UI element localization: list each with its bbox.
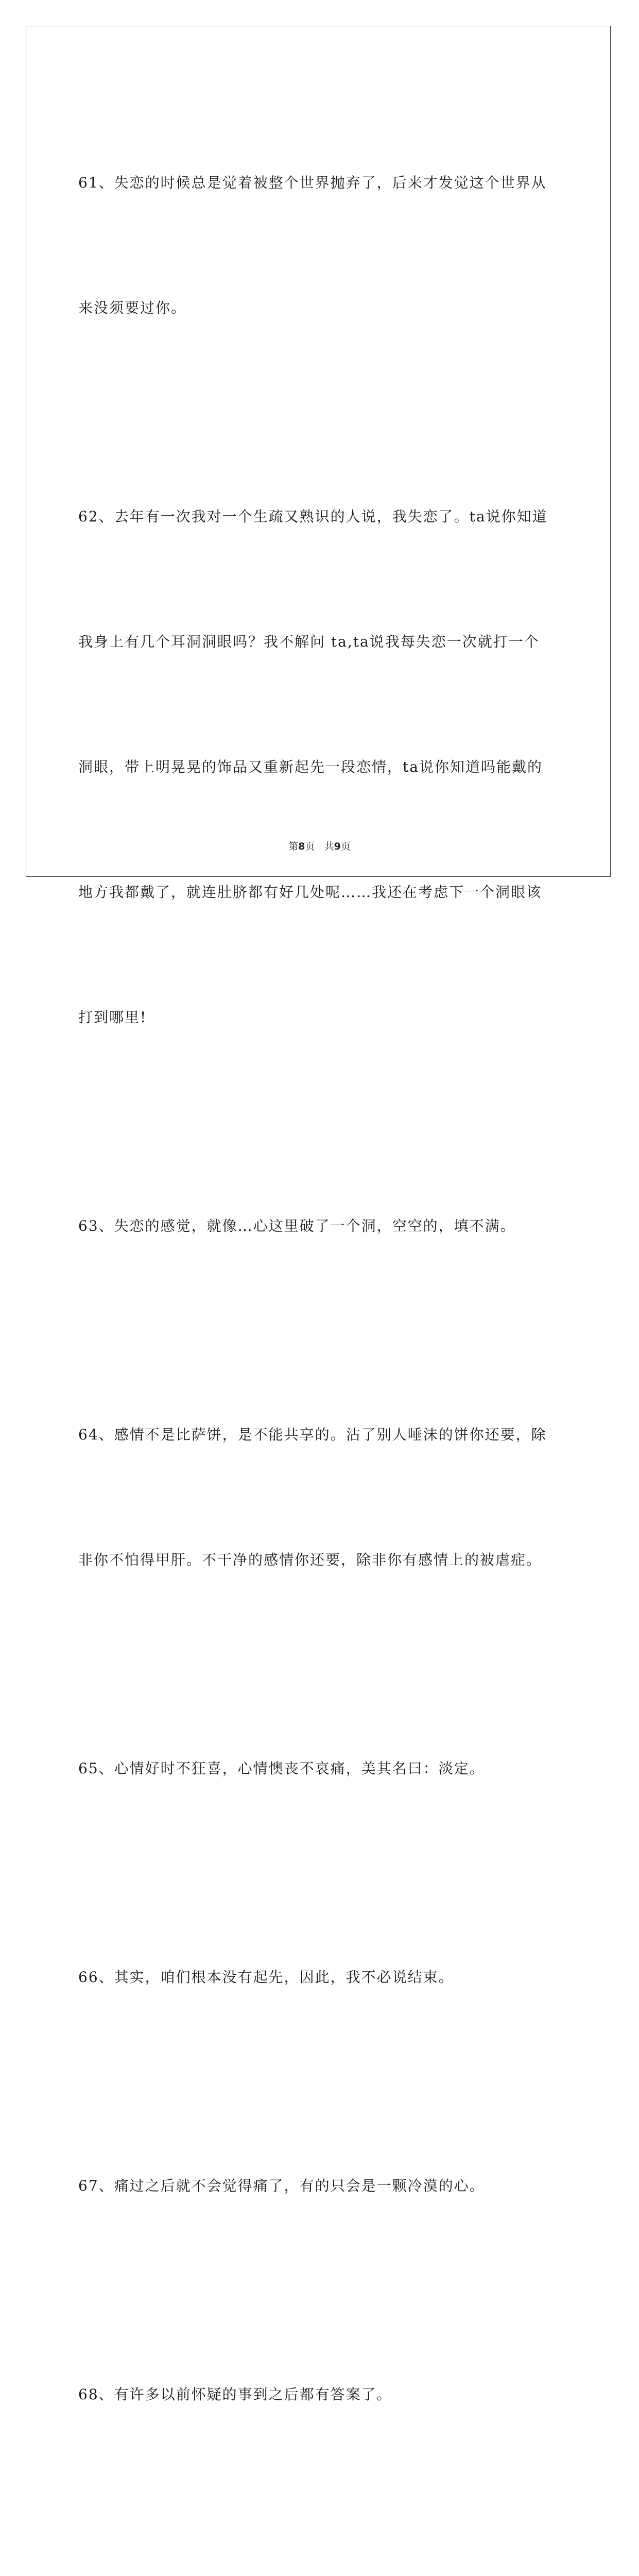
text-line: 65、心情好时不狂喜，心情懊丧不哀痛，美其名曰：淡定。 <box>78 1760 485 1777</box>
footer-prefix: 第 <box>288 841 299 852</box>
text-line: 打到哪里! <box>78 1009 147 1026</box>
text-line: 61、失恋的时候总是觉着被整个世界抛弃了，后来才发觉这个世界从 <box>78 174 547 191</box>
paragraph-66 <box>78 1873 565 2081</box>
text-line: 来没须要过你。 <box>78 299 187 316</box>
text-line: 地方我都戴了，就连肚脐都有好几处呢……我还在考虑下一个洞眼该 <box>78 884 542 901</box>
text-line: 68、有许多以前怀疑的事到之后都有答案了。 <box>78 2386 392 2403</box>
paragraph-67 <box>78 2081 565 2290</box>
paragraph-64 <box>78 1330 565 1664</box>
paragraph-68 <box>78 2290 565 2499</box>
paragraph-62 <box>78 412 565 1122</box>
text-line: 62、去年有一次我对一个生疏又熟识的人说，我失恋了。ta说你知道 <box>78 508 548 525</box>
paragraph-65 <box>78 1664 565 1873</box>
paragraph-63 <box>78 1122 565 1330</box>
footer-page-suffix: 页 <box>305 841 315 852</box>
text-line: 66、其实，咱们根本没有起先，因此，我不必说结束。 <box>78 1969 454 1986</box>
text-line: 非你不怕得甲肝。不干净的感情你还要，除非你有感情上的被虐症。 <box>78 1551 542 1568</box>
footer-total-suffix: 页 <box>340 841 351 852</box>
text-line: 洞眼，带上明晃晃的饰品又重新起先一段恋情，ta说你知道吗能戴的 <box>78 758 543 775</box>
text-line: 67、痛过之后就不会觉得痛了，有的只会是一颗冷漠的心。 <box>78 2177 485 2194</box>
document-body <box>78 78 565 2576</box>
text-line: 63、失恋的感觉，就像…心这里破了一个洞，空空的，填不满。 <box>78 1217 516 1234</box>
total-pages: 9 <box>334 841 341 852</box>
text-line: 我身上有几个耳洞洞眼吗？我不解问 ta,ta说我每失恋一次就打一个 <box>78 633 540 650</box>
paragraph-61 <box>78 78 565 412</box>
paragraph-69 <box>78 2499 565 2576</box>
text-line: 64、感情不是比萨饼，是不能共享的。沾了别人唾沫的饼你还要，除 <box>78 1426 547 1443</box>
page-number: 8 <box>298 841 305 852</box>
footer-total-prefix: 共 <box>324 841 334 852</box>
page-footer <box>0 839 639 853</box>
